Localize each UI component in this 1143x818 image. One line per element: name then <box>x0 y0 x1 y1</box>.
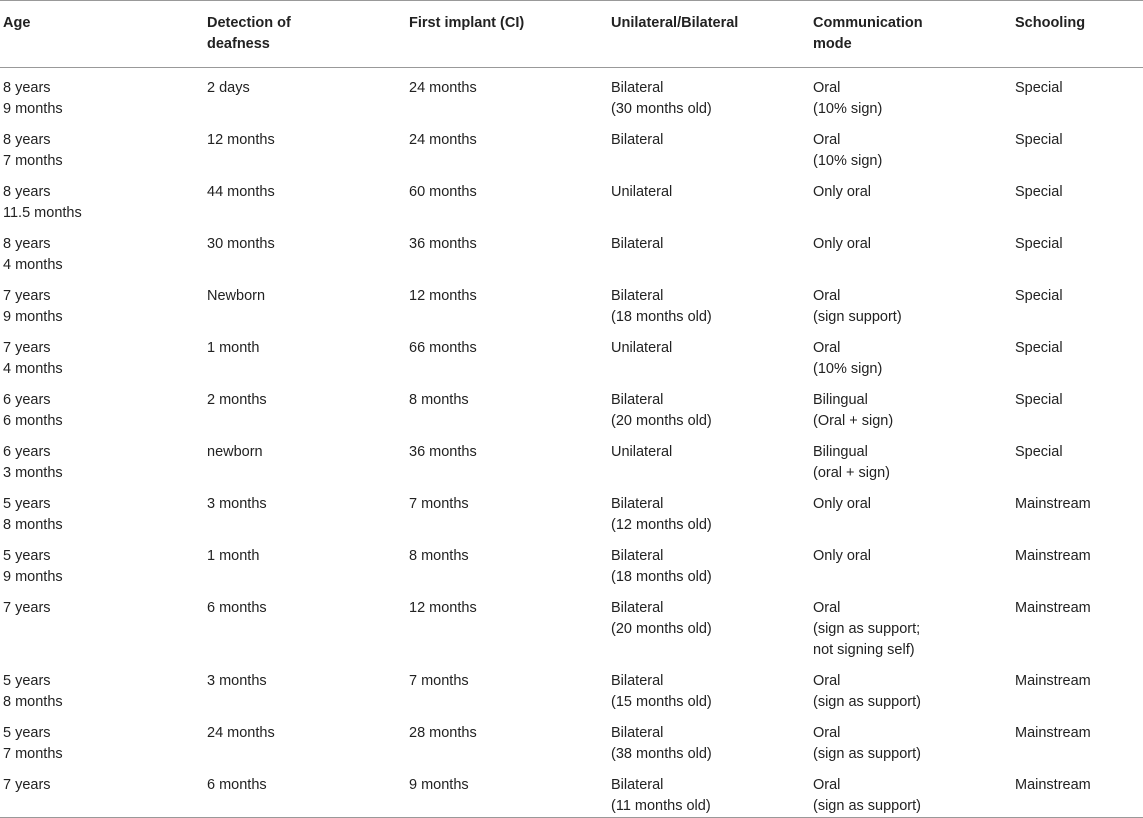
cell-age: 5 years 9 months <box>3 548 63 585</box>
cell-communication-mode: Oral (10% sign) <box>813 340 883 377</box>
cell-schooling: Mainstream <box>1015 496 1091 512</box>
cell-communication-mode: Oral (sign as support; not signing self) <box>813 600 921 658</box>
cell-laterality: Bilateral (15 months old) <box>611 673 712 710</box>
cell-schooling: Special <box>1015 80 1063 96</box>
table-body <box>0 68 1143 818</box>
cell-detection: 44 months <box>207 184 275 200</box>
header-detection-of-deafness: Detection of deafness <box>207 15 291 52</box>
cell-schooling: Mainstream <box>1015 673 1091 689</box>
table-row <box>0 588 1143 661</box>
table-row <box>0 120 1143 172</box>
cell-age: 7 years 4 months <box>3 340 63 377</box>
cell-communication-mode: Only oral <box>813 496 872 512</box>
cell-first-implant: 36 months <box>409 444 477 460</box>
cell-detection: 2 months <box>207 392 267 408</box>
cell-laterality: Bilateral (18 months old) <box>611 548 712 585</box>
cell-first-implant: 12 months <box>409 600 477 616</box>
cell-communication-mode: Only oral <box>813 184 872 200</box>
cell-schooling: Special <box>1015 184 1063 200</box>
cell-communication-mode: Oral (sign as support) <box>813 777 921 814</box>
cell-age: 7 years <box>3 600 51 616</box>
cell-laterality: Bilateral (18 months old) <box>611 288 712 325</box>
cell-schooling: Mainstream <box>1015 777 1091 793</box>
cell-laterality: Unilateral <box>611 184 673 200</box>
table-row <box>0 380 1143 432</box>
cell-schooling: Special <box>1015 132 1063 148</box>
cell-schooling: Mainstream <box>1015 725 1091 741</box>
header-unilateral-bilateral: Unilateral/Bilateral <box>611 15 739 31</box>
table-row <box>0 68 1143 121</box>
cell-detection: 6 months <box>207 600 267 616</box>
cell-detection: 1 month <box>207 548 260 564</box>
cell-schooling: Special <box>1015 444 1063 460</box>
table-row <box>0 224 1143 276</box>
table-row <box>0 661 1143 713</box>
table-row <box>0 536 1143 588</box>
header-communication-mode: Communication mode <box>813 15 923 52</box>
cell-communication-mode: Only oral <box>813 548 872 564</box>
cell-age: 8 years 11.5 months <box>3 184 82 221</box>
cell-detection: 6 months <box>207 777 267 793</box>
cell-age: 5 years 8 months <box>3 673 63 710</box>
cell-first-implant: 24 months <box>409 80 477 96</box>
cell-schooling: Special <box>1015 288 1063 304</box>
cell-first-implant: 36 months <box>409 236 477 252</box>
cell-communication-mode: Oral (10% sign) <box>813 80 883 117</box>
header-age: Age <box>3 15 31 31</box>
table-row <box>0 484 1143 536</box>
cell-first-implant: 8 months <box>409 392 469 408</box>
table-row <box>0 765 1143 818</box>
cell-first-implant: 24 months <box>409 132 477 148</box>
cell-laterality: Unilateral <box>611 444 673 460</box>
cell-age: 8 years 4 months <box>3 236 63 273</box>
cell-first-implant: 66 months <box>409 340 477 356</box>
cell-detection: 30 months <box>207 236 275 252</box>
cell-schooling: Special <box>1015 236 1063 252</box>
cell-first-implant: 8 months <box>409 548 469 564</box>
cell-communication-mode: Bilingual (oral + sign) <box>813 444 890 481</box>
cell-communication-mode: Bilingual (Oral + sign) <box>813 392 894 429</box>
cell-detection: newborn <box>207 444 263 460</box>
cell-detection: 24 months <box>207 725 275 741</box>
cell-detection: 12 months <box>207 132 275 148</box>
cell-age: 6 years 6 months <box>3 392 63 429</box>
cell-laterality: Bilateral (20 months old) <box>611 600 712 637</box>
table-row <box>0 432 1143 484</box>
cell-age: 7 years <box>3 777 51 793</box>
cell-communication-mode: Only oral <box>813 236 872 252</box>
table-row <box>0 276 1143 328</box>
cell-first-implant: 7 months <box>409 673 469 689</box>
cell-communication-mode: Oral (sign support) <box>813 288 902 325</box>
cell-first-implant: 12 months <box>409 288 477 304</box>
cell-laterality: Bilateral (38 months old) <box>611 725 712 762</box>
cell-age: 8 years 9 months <box>3 80 63 117</box>
cell-laterality: Bilateral <box>611 236 664 252</box>
cell-first-implant: 7 months <box>409 496 469 512</box>
table-row <box>0 172 1143 224</box>
cell-detection: 2 days <box>207 80 250 96</box>
cell-schooling: Mainstream <box>1015 600 1091 616</box>
cell-detection: 3 months <box>207 496 267 512</box>
cell-laterality: Bilateral <box>611 132 664 148</box>
cell-first-implant: 9 months <box>409 777 469 793</box>
header-schooling: Schooling <box>1015 15 1086 31</box>
header-first-implant: First implant (CI) <box>409 15 525 31</box>
cell-age: 5 years 7 months <box>3 725 63 762</box>
cell-schooling: Special <box>1015 340 1063 356</box>
table-row <box>0 713 1143 765</box>
cell-laterality: Bilateral (30 months old) <box>611 80 712 117</box>
cell-detection: 1 month <box>207 340 260 356</box>
cell-age: 8 years 7 months <box>3 132 63 169</box>
cell-age: 7 years 9 months <box>3 288 63 325</box>
table-header <box>0 1 1143 68</box>
cell-schooling: Special <box>1015 392 1063 408</box>
cell-detection: Newborn <box>207 288 266 304</box>
cell-communication-mode: Oral (sign as support) <box>813 673 921 710</box>
cell-laterality: Bilateral (20 months old) <box>611 392 712 429</box>
cell-age: 5 years 8 months <box>3 496 63 533</box>
cell-communication-mode: Oral (sign as support) <box>813 725 921 762</box>
header-row <box>0 1 1143 68</box>
cell-communication-mode: Oral (10% sign) <box>813 132 883 169</box>
cell-laterality: Bilateral (11 months old) <box>611 777 711 814</box>
cell-first-implant: 60 months <box>409 184 477 200</box>
cell-first-implant: 28 months <box>409 725 477 741</box>
cell-detection: 3 months <box>207 673 267 689</box>
cell-laterality: Bilateral (12 months old) <box>611 496 712 533</box>
table-row <box>0 328 1143 380</box>
cell-schooling: Mainstream <box>1015 548 1091 564</box>
cell-laterality: Unilateral <box>611 340 673 356</box>
cell-age: 6 years 3 months <box>3 444 63 481</box>
